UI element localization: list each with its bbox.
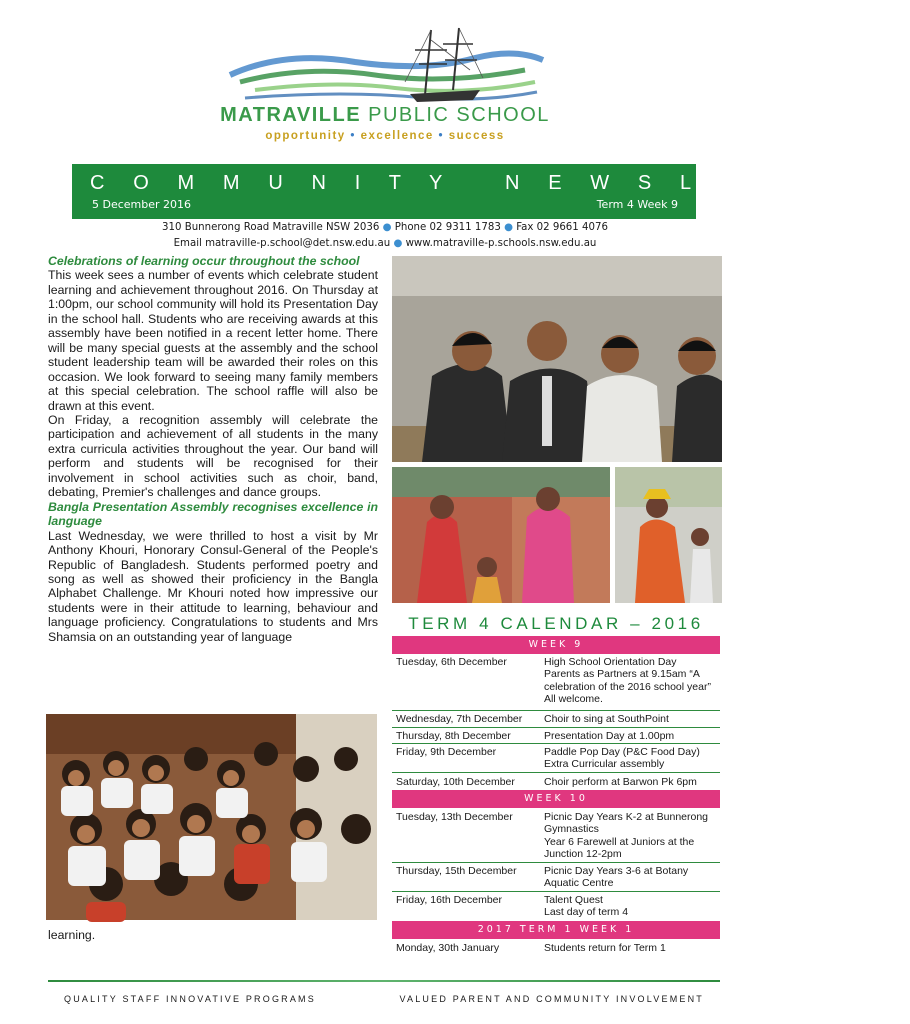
- article-continuation: learning.: [48, 928, 96, 942]
- calendar-title: TERM 4 CALENDAR – 2016: [408, 614, 704, 633]
- students-photo: [46, 714, 377, 920]
- calendar-event-row: [392, 940, 720, 956]
- bangla-presenters-photo: [392, 467, 610, 603]
- event-text: Talent Quest Last day of term 4: [544, 894, 629, 919]
- footer-left-tagline: QUALITY STAFF INNOVATIVE PROGRAMS: [64, 994, 316, 1004]
- contact-line-address: 310 Bunnerong Road Matraville NSW 2036 ● Phone 02 9311 1783 ● Fax 02 9661 4076: [162, 222, 608, 233]
- event-text: Choir to sing at SouthPoint: [544, 713, 669, 725]
- calendar-event-row: [392, 863, 720, 892]
- event-text: High School Orientation Day Parents as Partners at 9.15am “A celebration of the 2016 school year” All welcome.: [544, 656, 711, 705]
- week-header: WEEK 9: [392, 636, 720, 654]
- event-text: Paddle Pop Day (P&C Food Day) Extra Curricular assembly: [544, 746, 700, 771]
- article-paragraph: This week sees a number of events which celebrate student learning and achievement throughout 2016. On Thursday at 1:00pm, our school community will hold its Presentation Day in the school hall. Students who are receiving awards at this assembly have been notified in a recent letter home. There will be many special guests at the assembly and the school student leadership team will be awarded their roles on this occasion. We look forward to seeing many family members at this special celebration. The school raffle will also be drawn at this event.: [48, 268, 378, 413]
- article-heading: Celebrations of learning occur throughout the school: [48, 254, 360, 268]
- event-date: Friday, 9th December: [396, 746, 497, 758]
- newsletter-banner: [72, 164, 910, 219]
- school-name: MATRAVILLE PUBLIC SCHOOL: [220, 104, 550, 126]
- calendar-event-row: [392, 654, 720, 711]
- calendar-event-row: [392, 892, 720, 920]
- issue-term: Term 4 Week 9: [596, 198, 678, 211]
- article-paragraph: On Friday, a recognition assembly will celebrate the participation and achievement of all students in the many extra curricula activities throughout the year. Our band will perform and students will be recognised for their involvement in school activities such as choir, band, debating, Premier's challenges and dance groups.: [48, 412, 378, 500]
- event-date: Thursday, 15th December: [396, 865, 517, 877]
- sailing-ship-logo-icon: [225, 20, 545, 110]
- footer-right-tagline: VALUED PARENT AND COMMUNITY INVOLVEMENT: [399, 994, 704, 1004]
- event-date: Thursday, 8th December: [396, 730, 511, 742]
- email-link[interactable]: Email matraville-p.school@det.nsw.edu.au: [173, 238, 391, 249]
- event-text: Picnic Day Years K-2 at Bunnerong Gymnastics Year 6 Farewell at Juniors at the Junction 12-2pm: [544, 811, 709, 860]
- contact-line-web: Email matraville-p.school@det.nsw.edu.au ● www.matraville-p.schools.nsw.edu.au: [173, 238, 597, 249]
- article-heading: Bangla Presentation Assembly recognises excellence in language: [48, 499, 378, 529]
- event-date: Friday, 16th December: [396, 894, 503, 906]
- calendar-event-row: [392, 744, 720, 773]
- week-header: 2017 TERM 1 WEEK 1: [392, 921, 720, 939]
- bangla-speaker-photo: [615, 467, 722, 603]
- event-text: Presentation Day at 1.00pm: [544, 730, 675, 742]
- event-date: Wednesday, 7th December: [396, 713, 523, 725]
- article-paragraph: Last Wednesday, we were thrilled to host a visit by Mr Anthony Khouri, Honorary Consul-General of the People's Republic of Bangladesh. Students performed poetry and song as well as showed their proficiency in the Bangla Alphabet Challenge. Mr Khouri noted how impressive our students were in their attitude to learning, behaviour and language proficiency. Congratulations to students and Mrs Shamsia on an outstanding year of language: [48, 528, 378, 644]
- event-text: Choir perform at Barwon Pk 6pm: [544, 776, 697, 788]
- event-date: Saturday, 10th December: [396, 776, 515, 788]
- event-date: Tuesday, 6th December: [396, 656, 507, 668]
- term-calendar: [392, 608, 720, 960]
- calendar-event-row: [392, 809, 720, 863]
- calendar-event-row: [392, 711, 720, 728]
- event-date: Monday, 30th January: [396, 942, 500, 954]
- event-date: Tuesday, 13th December: [396, 811, 513, 823]
- newsletter-title: C O M M U N I T Y N E W S L E T T E R: [90, 172, 910, 194]
- school-motto: opportunity • excellence • success: [265, 130, 505, 142]
- website-link[interactable]: www.matraville-p.schools.nsw.edu.au: [405, 238, 597, 249]
- calendar-event-row: [392, 774, 720, 788]
- event-text: Picnic Day Years 3-6 at Botany Aquatic Centre: [544, 865, 689, 890]
- week-header: WEEK 10: [392, 790, 720, 808]
- issue-date: 5 December 2016: [92, 198, 192, 211]
- guests-photo: [392, 256, 722, 462]
- footer-divider: [48, 980, 720, 982]
- event-text: Students return for Term 1: [544, 942, 666, 954]
- calendar-event-row: [392, 728, 720, 744]
- article-column: [48, 254, 378, 644]
